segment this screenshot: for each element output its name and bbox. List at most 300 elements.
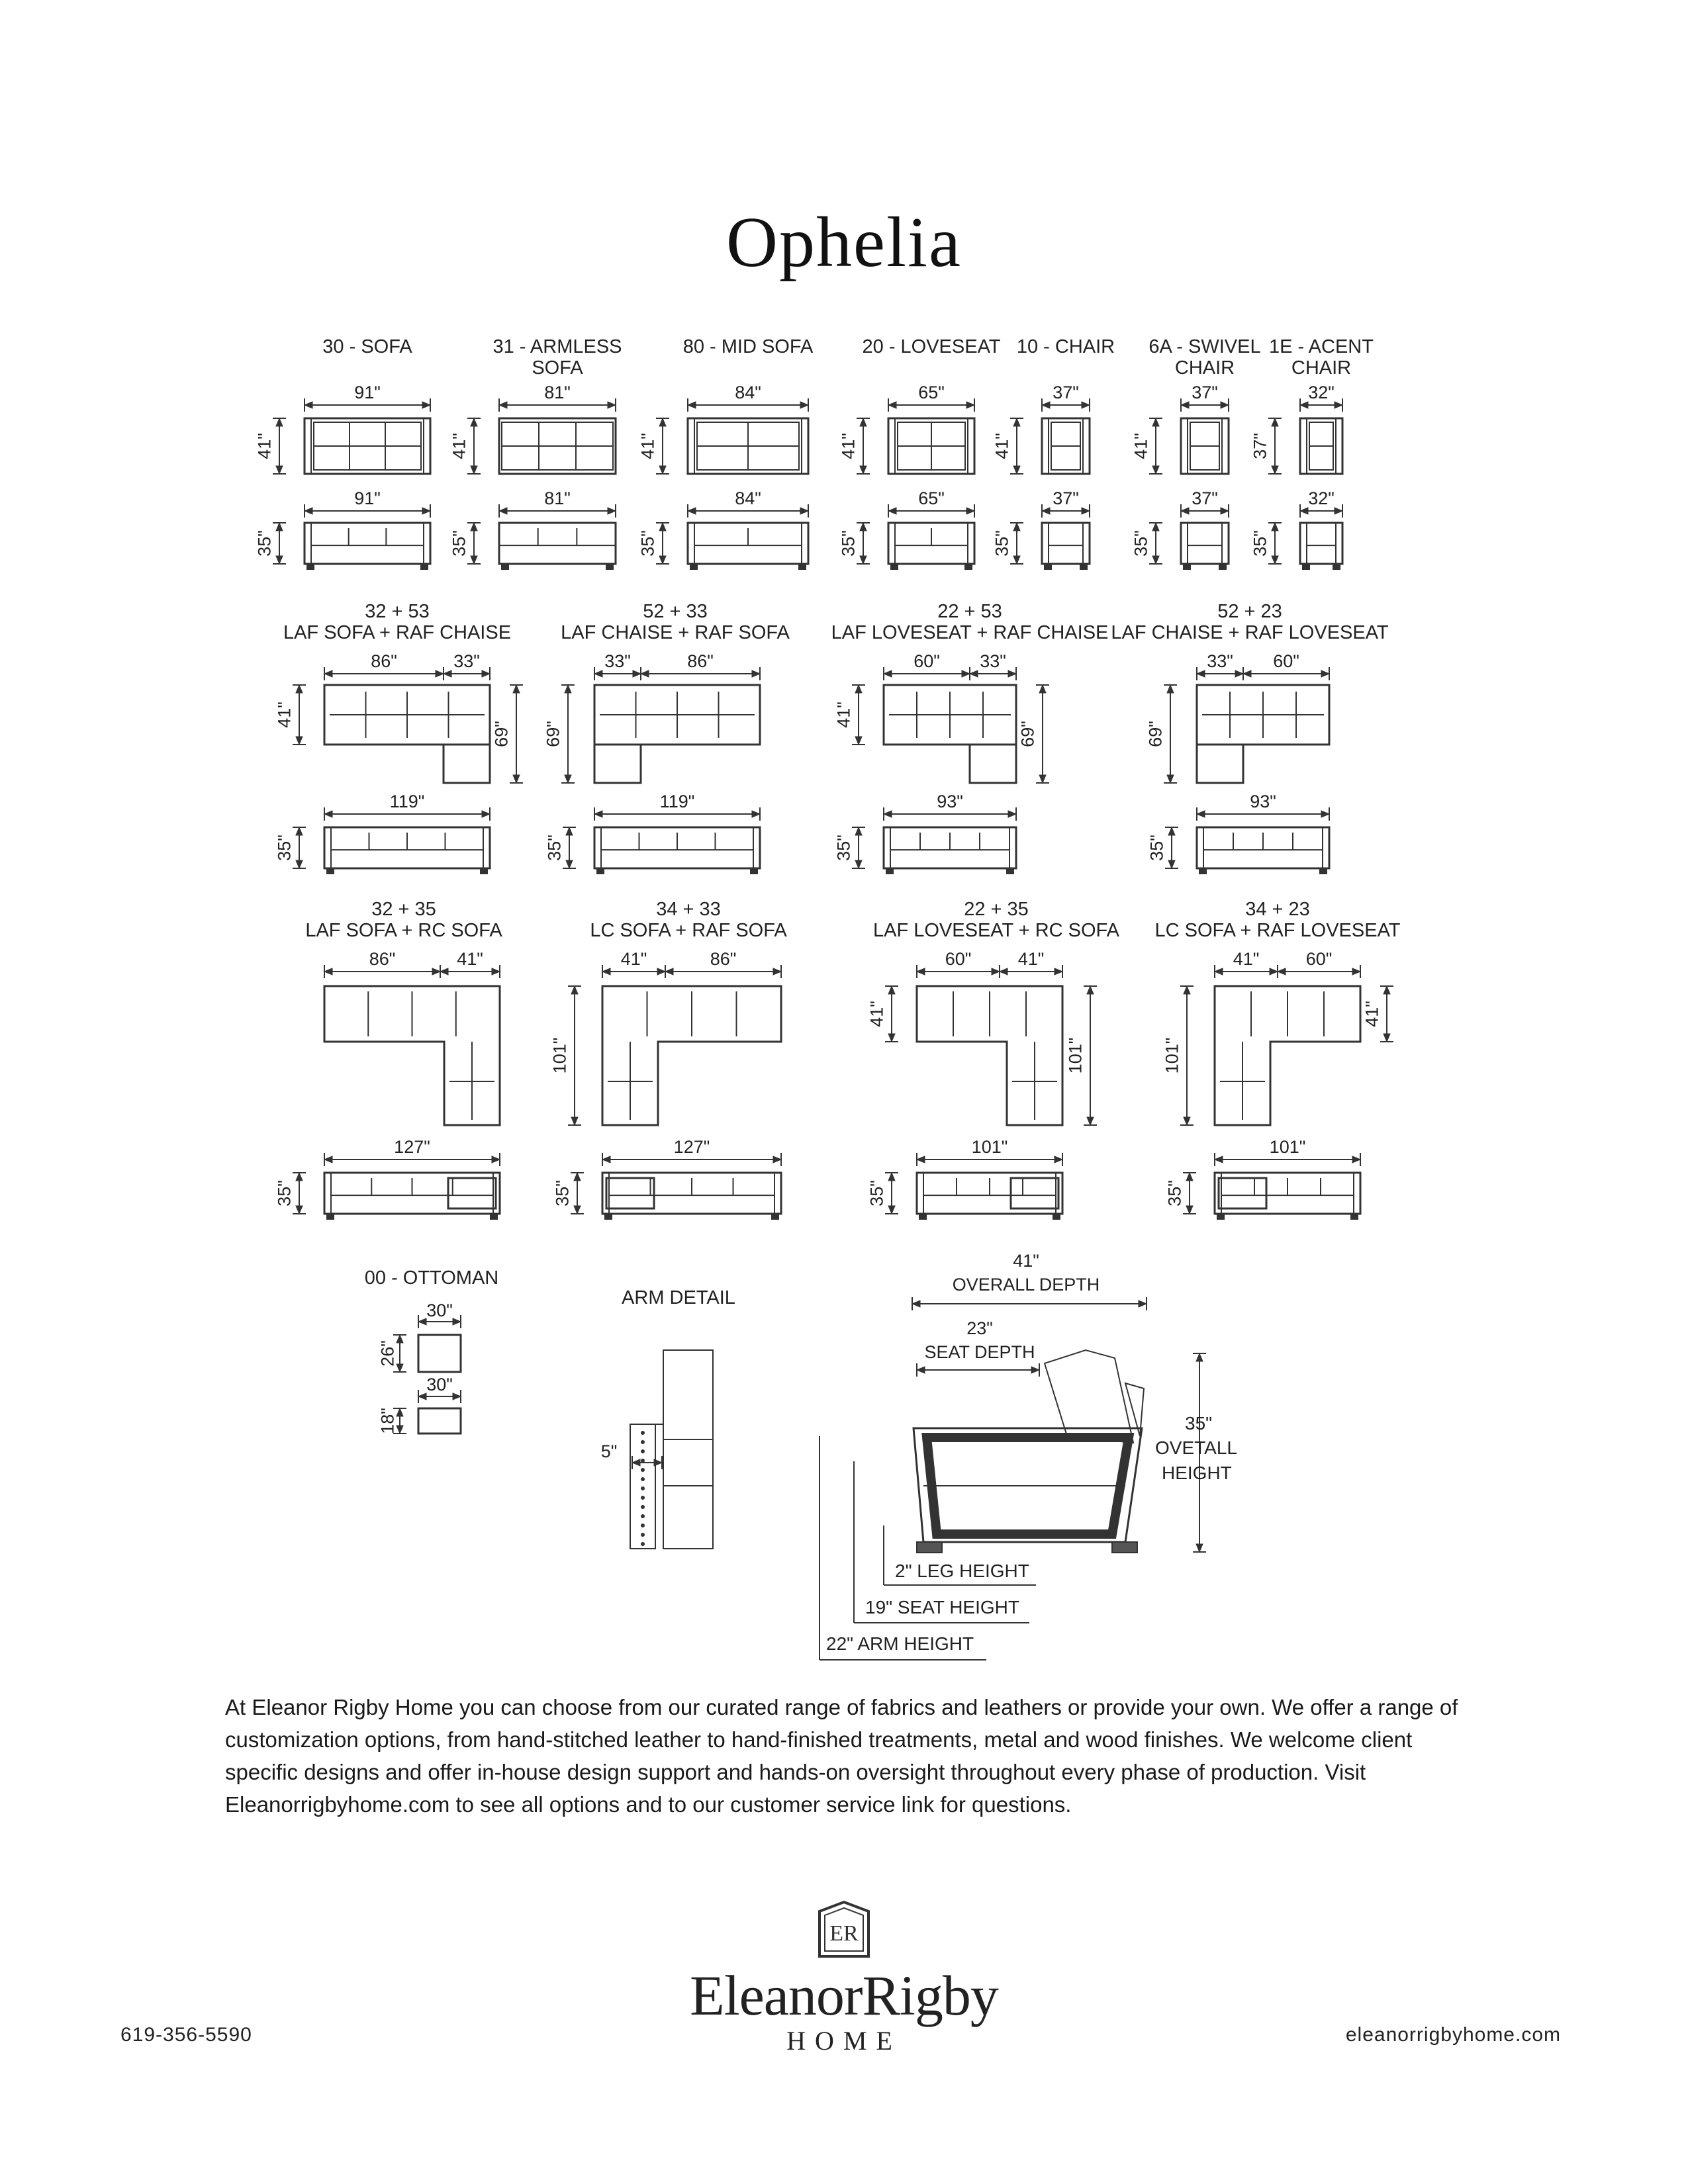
arrowhead [1184, 1117, 1190, 1125]
arrowhead [436, 670, 444, 677]
sofa-front-outline [305, 523, 430, 564]
width-label: 60" [1273, 651, 1299, 671]
width-label: 91" [354, 383, 381, 402]
width-label: 86" [371, 651, 397, 671]
arrowhead [888, 1206, 895, 1214]
arrowhead [888, 508, 896, 514]
width-label: 37" [1053, 383, 1079, 402]
arrowhead [855, 737, 862, 745]
ottoman-plan-outline [418, 1335, 461, 1372]
side-length-label: 101" [1162, 1037, 1182, 1074]
leg [1219, 564, 1226, 569]
chaise-length-label: 69" [1017, 721, 1038, 747]
arrowhead [1272, 523, 1278, 531]
stitch-dot [641, 1496, 645, 1500]
arrowhead [1243, 670, 1251, 677]
arrowhead [1321, 811, 1329, 817]
depth-label: 41" [1362, 1001, 1382, 1027]
width-label: 30" [426, 1375, 453, 1394]
description-paragraph: At Eleanor Rigby Home you can choose from our curated range of fabrics and leathers or provide your own. We offer a range of customization options, from hand-stitched leather to hand-finished treatments, metal and wood finishes. We welcome client specific designs and offer in-house design support and hands-on oversight throughout every phase of production. Visit Eleanorrigbyhome.com to see all options and to our customer service link for questions. [225, 1695, 1458, 1817]
arrowhead [1215, 968, 1223, 975]
depth-label: 26" [377, 1340, 398, 1367]
arrowhead [565, 685, 571, 693]
leg [606, 564, 613, 569]
width-label: 60" [914, 651, 940, 671]
arrowhead [1008, 811, 1016, 817]
depth-label: 41" [254, 433, 275, 459]
overall-height-label: OVETALL [1155, 1437, 1237, 1458]
leg [799, 564, 806, 569]
item-caption: 34 + 33 LC SOFA + RAF SOFA [590, 899, 787, 941]
stitch-dot [641, 1505, 645, 1509]
depth-label: 41" [274, 702, 295, 728]
arrowhead [1197, 811, 1205, 817]
arrowhead [1013, 556, 1020, 564]
item-caption: 22 + 53 LAF LOVESEAT + RAF CHAISE [831, 601, 1109, 643]
total-width-label: 93" [937, 792, 963, 811]
arrowhead [992, 968, 1000, 975]
arrowhead [1272, 556, 1278, 564]
arrowhead [471, 523, 477, 531]
arrowhead [1039, 775, 1046, 783]
overall-depth-label: OVERALL DEPTH [952, 1275, 1100, 1295]
arm-width-label: 5" [600, 1441, 618, 1461]
arrowhead [966, 508, 974, 514]
arrowhead [594, 811, 602, 817]
arrowhead [752, 670, 760, 677]
leg [481, 868, 487, 874]
arrowhead [276, 418, 283, 426]
arrowhead [422, 508, 430, 514]
arrowhead [917, 1367, 925, 1373]
arrowhead [659, 523, 666, 531]
seat-depth-value: 23" [966, 1318, 993, 1338]
stitch-dot [641, 1449, 645, 1453]
chaise-outline [1197, 745, 1243, 783]
item-caption: ARM DETAIL [622, 1287, 735, 1308]
total-width-label: 119" [659, 792, 695, 811]
depth-label: 37" [1250, 433, 1270, 459]
arrowhead [453, 1318, 461, 1325]
depth-label: 41" [867, 1001, 887, 1027]
seat-depth-label: SEAT DEPTH [924, 1342, 1035, 1362]
arrowhead [888, 1034, 895, 1042]
arrowhead [471, 418, 477, 426]
height-label: 35" [833, 835, 854, 861]
total-width-label: 101" [1269, 1137, 1306, 1157]
arrowhead [641, 670, 649, 677]
arrowhead [566, 827, 573, 835]
corner-seat-front [448, 1178, 496, 1208]
chaise-length-label: 69" [543, 721, 563, 747]
arrowhead [884, 811, 892, 817]
arrowhead [418, 1318, 426, 1325]
leg [1199, 868, 1206, 874]
width-label: 86" [687, 651, 714, 671]
arrowhead [1186, 1173, 1193, 1181]
arrowhead [1152, 523, 1159, 531]
stitch-dot [641, 1524, 645, 1527]
logo-wordmark: EleanorRigby [690, 1964, 998, 2027]
stitch-dot [641, 1514, 645, 1518]
arrowhead [1196, 1353, 1203, 1361]
arrowhead [1184, 986, 1190, 994]
arrowhead [276, 523, 283, 531]
arrowhead [565, 775, 571, 783]
arrowhead [1000, 968, 1008, 975]
height-label: 35" [838, 530, 859, 557]
arrowhead [1167, 685, 1174, 693]
arrowhead [860, 556, 867, 564]
depth-label: 41" [637, 433, 658, 459]
arrowhead [418, 1393, 426, 1400]
arrowhead [688, 508, 696, 514]
monogram-text: ER [829, 1921, 859, 1946]
arrowhead [574, 1173, 581, 1181]
footer-phone: 619-356-5590 [120, 2024, 252, 2046]
arrowhead [1321, 670, 1329, 677]
arrowhead [482, 670, 490, 677]
height-label: 35" [637, 530, 658, 557]
depth-label: 41" [1131, 433, 1151, 459]
arrowhead [1168, 827, 1175, 835]
arrowhead [1055, 1156, 1062, 1163]
arrowhead [1167, 775, 1174, 783]
arrowhead [1383, 1034, 1390, 1042]
leg [1303, 564, 1309, 569]
arrowhead [471, 466, 477, 474]
leg-height-label: 2" LEG HEIGHT [895, 1561, 1029, 1581]
item-caption: 30 - SOFA [322, 336, 412, 357]
arrowhead [594, 670, 602, 677]
item-caption: 1E - ACENT CHAIR [1269, 336, 1374, 379]
arrowhead [1139, 1300, 1147, 1307]
footer-website-link[interactable]: eleanorrigbyhome.com [1345, 2024, 1561, 2046]
leg [690, 564, 697, 569]
arrowhead [1042, 402, 1050, 408]
arrowhead [1352, 968, 1360, 975]
item-caption: 10 - CHAIR [1016, 336, 1115, 357]
width-label: 37" [1053, 488, 1079, 508]
height-label: 35" [274, 1180, 295, 1206]
arrowhead [296, 685, 303, 693]
depth-label: 41" [838, 433, 859, 459]
chaise-length-label: 69" [491, 721, 512, 747]
arrowhead [305, 402, 312, 408]
stitch-dot [641, 1440, 645, 1444]
width-label: 41" [1233, 949, 1260, 969]
arrowhead [688, 402, 696, 408]
arrowhead [855, 860, 862, 868]
arrowhead [324, 670, 332, 677]
width-label: 33" [453, 651, 480, 671]
arrowhead [855, 685, 862, 693]
arrowhead [453, 1393, 461, 1400]
width-label: 81" [544, 383, 571, 402]
ottoman-front-outline [418, 1408, 461, 1433]
arrowhead [632, 1459, 640, 1466]
arrowhead [1300, 402, 1308, 408]
leg [886, 868, 893, 874]
seat-height-label: 19" SEAT HEIGHT [865, 1597, 1019, 1617]
leg [1333, 564, 1340, 569]
width-label: 32" [1308, 383, 1335, 402]
arrowhead [1087, 1117, 1094, 1125]
arrowhead [659, 556, 666, 564]
height-label: 35" [552, 1180, 573, 1206]
total-width-label: 101" [971, 1137, 1008, 1157]
arrowhead [773, 1156, 781, 1163]
arrowhead [571, 1117, 578, 1125]
depth-label: 41" [449, 433, 469, 459]
width-label: 84" [735, 383, 761, 402]
item-caption: 00 - OTTOMAN [364, 1267, 499, 1289]
leg [1045, 564, 1051, 569]
width-label: 60" [1305, 949, 1333, 969]
arrowhead [966, 402, 974, 408]
height-label: 35" [867, 1180, 887, 1206]
leg [327, 868, 334, 874]
profile-leg [917, 1542, 942, 1553]
arrowhead [1039, 685, 1046, 693]
arrowhead [917, 1156, 925, 1163]
arrowhead [499, 508, 507, 514]
arrowhead [884, 670, 892, 677]
arrowhead [1235, 670, 1243, 677]
width-label: 41" [620, 949, 647, 969]
arrowhead [432, 968, 440, 975]
arrowhead [602, 968, 610, 975]
arrowhead [1152, 556, 1159, 564]
item-caption: 32 + 53 LAF SOFA + RAF CHAISE [283, 601, 512, 643]
arrowhead [800, 402, 808, 408]
arrowhead [860, 418, 867, 426]
arrowhead [633, 670, 641, 677]
stitch-dot [641, 1533, 645, 1537]
arrowhead [566, 860, 573, 868]
arrowhead [1013, 418, 1020, 426]
arrowhead [888, 986, 895, 994]
arrowhead [296, 827, 303, 835]
width-label: 86" [369, 949, 396, 969]
arrowhead [296, 1206, 303, 1214]
stitch-dot [641, 1477, 645, 1481]
leg [1080, 564, 1087, 569]
arrowhead [860, 523, 867, 531]
height-label: 35" [254, 530, 275, 557]
arrowhead [1082, 402, 1090, 408]
corner-seat-front [606, 1178, 654, 1208]
leg [1007, 868, 1013, 874]
height-label: 35" [1147, 835, 1167, 861]
arrowhead [1181, 402, 1189, 408]
arrowhead [444, 670, 451, 677]
arrowhead [499, 402, 507, 408]
item-caption: 52 + 23 LAF CHAISE + RAF LOVESEAT [1111, 601, 1389, 643]
arrowhead [1186, 1206, 1193, 1214]
profile-leg [1112, 1542, 1137, 1553]
side-length-label: 101" [1065, 1037, 1086, 1074]
leg [605, 1214, 612, 1219]
leg [597, 868, 604, 874]
width-label: 91" [354, 488, 381, 508]
arrowhead [571, 986, 578, 994]
height-label: 35" [1131, 530, 1151, 557]
arrowhead [1215, 1156, 1223, 1163]
overall-depth-value: 41" [1013, 1251, 1039, 1271]
total-width-label: 119" [389, 792, 425, 811]
arrowhead [492, 1156, 500, 1163]
arrowhead [860, 466, 867, 474]
item-caption: 22 + 35 LAF LOVESEAT + RC SOFA [872, 899, 1120, 941]
chaise-outline [970, 745, 1016, 783]
arrowhead [276, 466, 283, 474]
leg [1184, 564, 1190, 569]
sofa-front-outline [499, 523, 616, 564]
width-label: 37" [1192, 383, 1218, 402]
arrowhead [888, 1173, 895, 1181]
arrowhead [1168, 860, 1175, 868]
arrowhead [1082, 508, 1090, 514]
arrowhead [1300, 508, 1308, 514]
item-caption: 34 + 23 LC SOFA + RAF LOVESEAT [1154, 899, 1401, 941]
arrowhead [1042, 508, 1050, 514]
leg [891, 564, 898, 569]
width-label: 81" [544, 488, 571, 508]
arrowhead [296, 860, 303, 868]
height-label: 18" [377, 1408, 398, 1434]
leg [1320, 868, 1327, 874]
arrowhead [574, 1206, 581, 1214]
arrowhead [1087, 986, 1094, 994]
arrowhead [602, 1156, 610, 1163]
width-label: 60" [945, 949, 972, 969]
brand-logo [645, 1899, 1043, 2056]
arrowhead [324, 811, 332, 817]
arrowhead [1152, 418, 1159, 426]
item-caption: 31 - ARMLESS SOFA [492, 336, 622, 379]
corner-seat-front [1219, 1178, 1266, 1208]
arrowhead [305, 508, 312, 514]
arrowhead [1196, 1544, 1203, 1552]
chaise-outline [444, 745, 490, 783]
leg [491, 1214, 497, 1219]
logo-subtitle: HOME [786, 2026, 902, 2056]
chaise-outline [594, 745, 641, 783]
arrowhead [1152, 466, 1159, 474]
arrowhead [970, 670, 978, 677]
overall-height-label: HEIGHT [1162, 1463, 1232, 1483]
item-caption: 52 + 33 LAF CHAISE + RAF SOFA [561, 601, 790, 643]
arrowhead [608, 402, 616, 408]
arrowhead [324, 968, 332, 975]
width-label: 41" [457, 949, 483, 969]
arrowhead [654, 1459, 662, 1466]
arrowhead [513, 775, 520, 783]
arrowhead [665, 968, 673, 975]
arrowhead [657, 968, 665, 975]
arrowhead [1278, 968, 1286, 975]
height-label: 35" [1250, 530, 1270, 557]
arrowhead [324, 1156, 332, 1163]
width-label: 65" [918, 383, 945, 402]
total-width-label: 127" [673, 1137, 710, 1157]
leg [965, 564, 972, 569]
depth-label: 41" [833, 702, 854, 728]
arrowhead [855, 827, 862, 835]
arrowhead [482, 811, 490, 817]
arrowhead [1055, 968, 1062, 975]
leg [502, 564, 508, 569]
arrowhead [888, 402, 896, 408]
stitch-dot [641, 1486, 645, 1490]
arrowhead [1270, 968, 1278, 975]
arrowhead [1383, 986, 1390, 994]
side-length-label: 101" [549, 1037, 570, 1074]
width-label: 65" [918, 488, 945, 508]
stitch-dot [641, 1468, 645, 1472]
height-label: 35" [1164, 1180, 1185, 1206]
leg [1217, 1214, 1224, 1219]
width-label: 86" [710, 949, 737, 969]
width-label: 84" [735, 488, 761, 508]
width-label: 41" [1017, 949, 1045, 969]
monogram-crest-icon [814, 1899, 874, 1959]
arrowhead [773, 968, 781, 975]
height-label: 35" [449, 530, 469, 557]
leg [751, 868, 757, 874]
chaise-length-label: 69" [1145, 721, 1166, 747]
arrowhead [752, 811, 760, 817]
corner-seat-front [1011, 1178, 1058, 1208]
item-caption: 80 - MID SOFA [682, 336, 814, 357]
page-title: Ophelia [726, 203, 962, 282]
arrowhead [440, 968, 448, 975]
item-caption: 6A - SWIVEL CHAIR [1149, 336, 1261, 379]
arrowhead [513, 685, 520, 693]
arrowhead [1181, 508, 1189, 514]
width-label: 33" [604, 651, 631, 671]
arrowhead [800, 508, 808, 514]
arrowhead [659, 466, 666, 474]
item-caption: 20 - LOVESEAT [862, 336, 1001, 357]
height-label: 35" [274, 835, 295, 861]
stitch-dot [641, 1431, 645, 1435]
overall-height-value: 35" [1185, 1413, 1213, 1433]
total-width-label: 93" [1250, 792, 1276, 811]
arrowhead [608, 508, 616, 514]
arrowhead [492, 968, 500, 975]
item-caption: 32 + 35 LAF SOFA + RC SOFA [305, 899, 502, 941]
arrowhead [296, 1173, 303, 1181]
leg [307, 564, 314, 569]
total-width-label: 127" [394, 1137, 430, 1157]
leg [327, 1214, 334, 1219]
arrowhead [1272, 418, 1278, 426]
arrowhead [962, 670, 970, 677]
arrowhead [1197, 670, 1205, 677]
arrowhead [1221, 402, 1229, 408]
width-label: 33" [1207, 651, 1233, 671]
width-label: 32" [1308, 488, 1335, 508]
arrowhead [917, 968, 925, 975]
depth-label: 41" [992, 433, 1012, 459]
arrowhead [471, 556, 477, 564]
leg [421, 564, 428, 569]
height-label: 35" [544, 835, 565, 861]
arrowhead [1272, 466, 1278, 474]
width-label: 37" [1192, 488, 1218, 508]
